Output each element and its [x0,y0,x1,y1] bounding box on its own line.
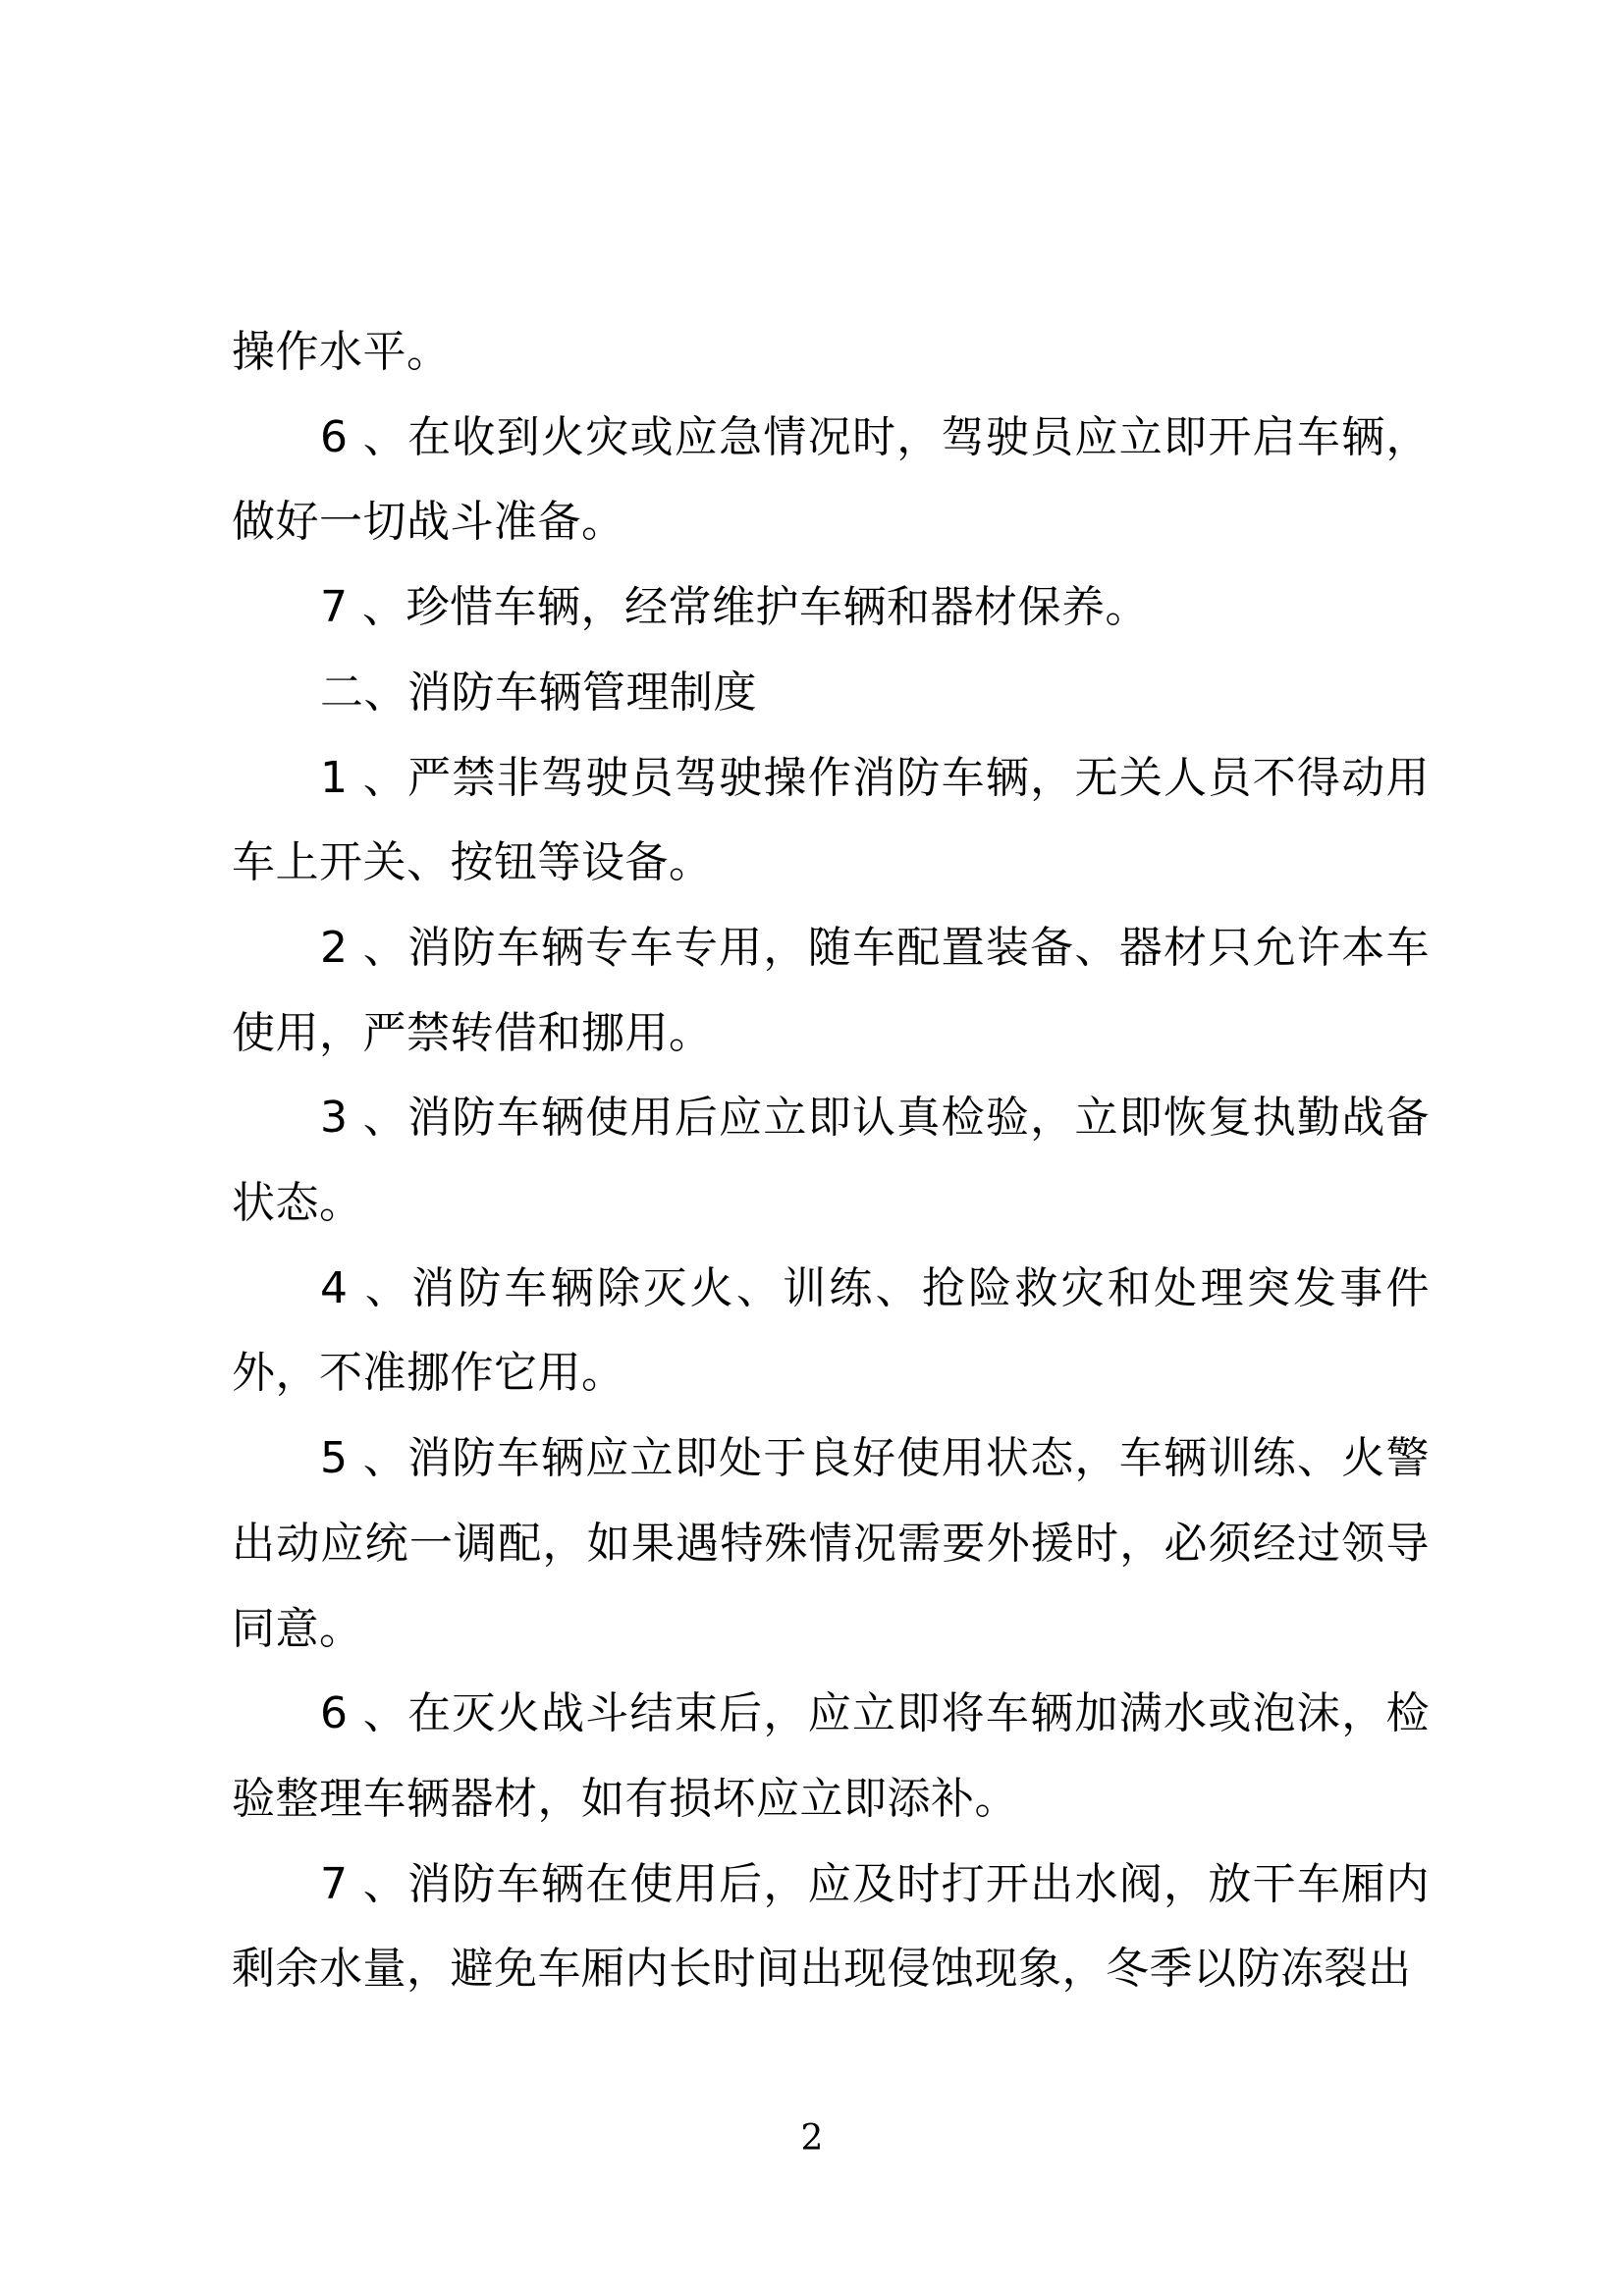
paragraph-rule-6: 6 、在灭火战斗结束后，应立即将车辆加满水或泡沫，检验整理车辆器材，如有损坏应立即添补。 [232,1688,1430,1824]
paragraph-rule-3: 3 、消防车辆使用后应立即认真检验，立即恢复执勤战备状态。 [232,1093,1430,1229]
paragraph-rule-4: 4 、消防车辆除灭火、训练、抢险救灾和处理突发事件外，不准挪作它用。 [232,1262,1430,1399]
paragraph-rule-2: 2 、消防车辆专车专用，随车配置装备、器材只允许本车使用，严禁转借和挪用。 [232,922,1430,1058]
paragraph-item-6: 6 、在收到火灾或应急情况时，驾驶员应立即开启车辆，做好一切战斗准备。 [232,411,1430,548]
paragraph-rule-7: 7 、消防车辆在使用后，应及时打开出水阀，放干车厢内剩余水量，避免车厢内长时间出现侵蚀现象，冬季以防冻裂出 [232,1858,1430,1995]
page-number: 2 [800,2118,824,2159]
paragraph-item-7: 7 、珍惜车辆，经常维护车辆和器材保养。 [320,582,1149,633]
paragraph-continuation: 操作水平。 [232,327,451,377]
section-heading: 二、消防车辆管理制度 [320,667,757,718]
paragraph-rule-1: 1 、严禁非驾驶员驾驶操作消防车辆，无关人员不得动用车上开关、按钮等设备。 [232,752,1430,888]
paragraph-rule-5: 5 、消防车辆应立即处于良好使用状态，车辆训练、火警出动应统一调配，如果遇特殊情况需要外援时，必须经过领导同意。 [232,1433,1430,1654]
document-body [232,310,1430,2012]
